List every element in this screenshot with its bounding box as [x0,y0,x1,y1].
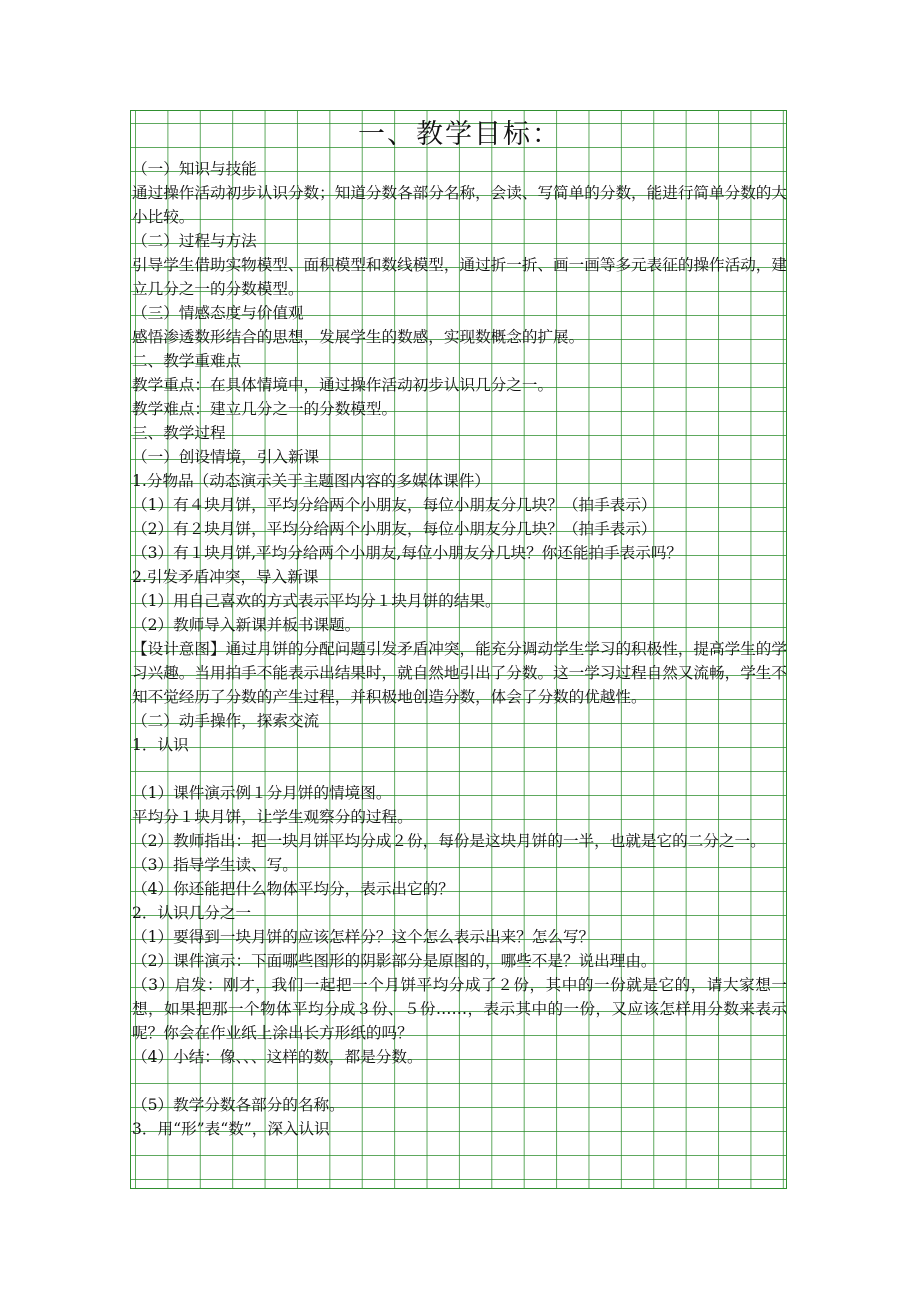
paragraph: 引导学生借助实物模型、面积模型和数线模型，通过折一折、画一画等多元表征的操作活动，建立几分之一的分数模型。 [132,256,787,298]
list-item: 1.分物品（动态演示关于主题图内容的多媒体课件） [132,472,490,490]
section-heading: 二、教学重难点 [132,352,242,370]
paragraph: 平均分１块月饼，让学生观察分的过程。 [132,808,413,826]
list-item: （2）教师指出：把一块月饼平均分成２份，每份是这块月饼的一半，也就是它的二分之一。 [132,832,766,850]
section-heading: （二）过程与方法 [132,232,257,250]
list-item: （3）启发：刚才，我们一起把一个月饼平均分成了２份，其中的一份就是它的，请大家想一想，如果把那一个物体平均分成３份、５份……，表示其中的一份，又应该怎样用分数来表示呢？你会在作业纸上涂出长方形纸的吗？ [132,976,787,1042]
list-item: 2.引发矛盾冲突，导入新课 [132,568,319,586]
section-heading: （一）创设情境，引入新课 [132,448,320,466]
list-item: （2）课件演示：下面哪些图形的阴影部分是原图的，哪些不是？说出理由。 [132,952,657,970]
list-item: （4）小结：像、、、这样的数，都是分数。 [132,1048,423,1066]
paragraph: 通过操作活动初步认识分数；知道分数各部分名称，会读、写简单的分数，能进行简单分数的大小比较。 [132,184,787,226]
design-intent-paragraph: 【设计意图】通过月饼的分配问题引发矛盾冲突，能充分调动学生学习的积极性，提高学生的学习兴趣。当用拍手不能表示出结果时，就自然地引出了分数。这一学习过程自然又流畅，学生不知不觉经历了分数的产生过程，并积极地创造分数，体会了分数的优越性。 [132,640,787,706]
section-heading: 三、教学过程 [132,424,226,442]
section-heading: （三）情感态度与价值观 [132,304,304,322]
list-item: （1）用自己喜欢的方式表示平均分１块月饼的结果。 [132,592,501,610]
list-item: （5）教学分数各部分的名称。 [132,1096,345,1114]
section-heading: （一）知识与技能 [132,160,257,178]
paragraph: 教学难点：建立几分之一的分数模型。 [132,400,398,418]
paragraph: 教学重点：在具体情境中，通过操作活动初步认识几分之一。 [132,376,554,394]
list-item: 2．认识几分之一 [132,904,252,922]
list-item: 3．用“形”表“数”，深入认识 [132,1120,330,1138]
list-item: （4）你还能把什么物体平均分，表示出它的？ [132,880,454,898]
list-item: 1．认识 [132,736,189,754]
paragraph: 感悟渗透数形结合的思想，发展学生的数感，实现数概念的扩展。 [132,328,585,346]
list-item: （3）指导学生读、写。 [132,856,298,874]
section-heading: （二）动手操作，探索交流 [132,712,320,730]
list-item: （1）要得到一块月饼的应该怎样分？这个怎么表示出来？怎么写？ [132,928,595,946]
list-item: （1）有４块月饼，平均分给两个小朋友，每位小朋友分几块？（拍手表示） [132,496,657,514]
document-body [132,113,787,1141]
list-item: （1）课件演示例１分月饼的情境图。 [132,784,392,802]
list-item: （3）有１块月饼,平均分给两个小朋友,每位小朋友分几块？你还能拍手表示吗？ [132,544,683,562]
document-title: 一、教学目标： [358,119,561,150]
list-item: （2）有２块月饼，平均分给两个小朋友，每位小朋友分几块？（拍手表示） [132,520,657,538]
list-item: （2）教师导入新课并板书课题。 [132,616,361,634]
